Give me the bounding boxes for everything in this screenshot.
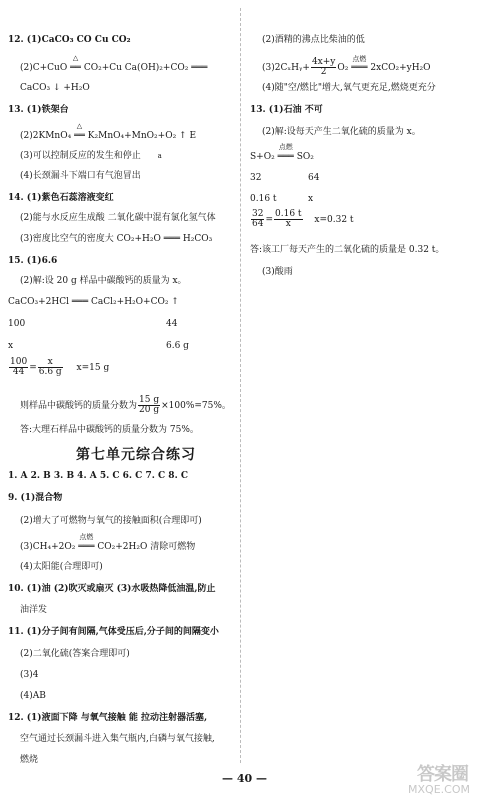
q9-line3 — [20, 533, 196, 553]
q9-eq-left: (3)CH₄+2O₂ — [20, 542, 76, 552]
rq13-frac1 — [251, 210, 264, 229]
frac-den: 64 — [252, 219, 264, 229]
frac-den: 44 — [12, 367, 25, 377]
q14-eq-right: H₂CO₃ — [182, 234, 213, 244]
q14-equals-bar: ═══ — [163, 234, 180, 244]
rq13-line1: 13. (1)石油 不可 — [250, 105, 323, 115]
frac-den: 6.6 g — [38, 367, 62, 377]
q9-condition: 点燃 ═══ — [78, 533, 95, 552]
q11-line3: (3)4 — [20, 670, 39, 680]
ignite-label: 点燃 — [278, 143, 293, 151]
page-number: — 40 — — [222, 772, 267, 785]
frac-num: 0.16 t — [275, 209, 302, 219]
q12b-line3: 燃烧 — [20, 755, 39, 765]
r-oxygen: O₂ — [337, 63, 349, 73]
q15-percent-result: ×100%=75%。 — [161, 401, 231, 411]
q14-eq-left: (3)密度比空气的密度大 CO₂+H₂O — [20, 234, 161, 244]
frac-num: 32 — [252, 209, 264, 219]
q15-frac1 — [9, 358, 28, 377]
q12-line2 — [20, 54, 208, 74]
q15-answer: 答:大理石样品中碳酸钙的质量分数为 75%。 — [20, 425, 199, 435]
frac-num: 15 g — [139, 395, 160, 405]
q15-line1: 15. (1)6.6 — [8, 256, 58, 266]
watermark-url: MXQE.COM — [408, 783, 470, 796]
rq13-condition: 点燃 ═══ — [277, 143, 294, 162]
q12-line3: CaCO₃ ↓ +H₂O — [20, 83, 90, 93]
q9-line2: (2)增大了可燃物与氧气的接触面积(合理即可) — [20, 516, 202, 526]
rq13-frac2 — [274, 210, 303, 229]
watermark-text: 答案圈 — [417, 764, 468, 785]
frac-den: 2 — [320, 67, 327, 77]
frac-den: 20 g — [139, 405, 160, 415]
q13-line2 — [20, 122, 197, 142]
rq13-line2: (2)解:设每天产生二氧化硫的质量为 x。 — [262, 127, 421, 137]
unit-title: 第七单元综合练习 — [76, 447, 196, 463]
q13-mark: a — [157, 152, 162, 160]
frac-num: 4x+y — [311, 57, 336, 67]
q15-frac3 — [138, 396, 160, 415]
rq13-eq-left: S+O₂ — [250, 152, 275, 162]
q13-line3 — [20, 150, 162, 162]
q12-eq-left: (2)C+CuO — [20, 63, 68, 73]
heat-symbol: △ — [76, 122, 83, 130]
r-line2 — [262, 55, 431, 77]
q12b-line2: 空气通过长颈漏斗进入集气瓶内,白磷与氧气接触, — [20, 734, 215, 744]
ignite-label: 点燃 — [352, 55, 367, 63]
q13-eq-right: K₂MnO₄+MnO₂+O₂ ↑ E — [87, 131, 197, 141]
rq13-answer: 答:该工厂每天产生的二氧化硫的质量是 0.32 t。 — [250, 245, 445, 255]
rq13-mass-b: 64 — [308, 173, 320, 183]
q9-line4: (4)太阳能(合理即可) — [20, 562, 103, 572]
frac-num: x — [38, 358, 63, 368]
q12b-line1: 12. (1)液面下降 与氧气接触 能 拉动注射器活塞, — [8, 713, 208, 723]
r-frac — [311, 58, 336, 77]
q15-mass-a: 100 — [8, 319, 26, 329]
q15-equation — [8, 296, 179, 308]
q12-condition: △ ══ — [70, 54, 81, 73]
ignite-label: 点燃 — [79, 533, 94, 541]
rq13-eq-right: SO₂ — [296, 152, 314, 162]
watermark-logo — [380, 760, 472, 796]
rq13-mass-a: 32 — [250, 173, 262, 183]
q9-eq-right: CO₂+2H₂O 清除可燃物 — [97, 542, 196, 552]
q13-line1: 13. (1)铁架台 — [8, 105, 69, 115]
rq13-equation — [250, 143, 314, 163]
rq13-unknown-a: 0.16 t — [250, 194, 277, 204]
r-eq-right: 2xCO₂+yH₂O — [370, 63, 431, 73]
q13-eq-left: (2)2KMnO₄ — [20, 131, 72, 141]
q12-equals-bar: ═══ — [191, 63, 208, 73]
rq13-line3: (3)酸雨 — [262, 267, 293, 277]
q15-frac2 — [38, 358, 63, 377]
q15-equals-bar: ═══ — [71, 297, 89, 307]
q15-unknown-b: 6.6 g — [166, 341, 189, 351]
q10-line1: 10. (1)油 (2)吹灭或扇灭 (3)水吸热降低油温,防止 — [8, 584, 216, 594]
q13-condition: △ ══ — [74, 122, 85, 141]
rq13-result: x=0.32 t — [314, 215, 354, 225]
q11-line2: (2)二氧化硫(答案合理即可) — [20, 649, 130, 659]
rq13-proportion: $\frac{32}{64}$ = $\frac{0.16 t}{x}$ x=0.32 t — [252, 209, 354, 229]
q15-eq-right: CaCl₂+H₂O+CO₂ ↑ — [91, 297, 179, 307]
q14-line1: 14. (1)紫色石蕊溶液变红 — [8, 193, 114, 203]
rq13-unknown-b: x — [308, 194, 314, 204]
mc-answers: 1. A 2. B 3. B 4. A 5. C 6. C 7. C 8. C — [8, 471, 188, 481]
r-condition: 点燃 ═══ — [351, 55, 368, 73]
q14-line2: (2)能与水反应生成酸 二氧化碳中混有氯化氢气体 — [20, 213, 216, 223]
r-line1: (2)酒精的沸点比柴油的低 — [262, 35, 365, 45]
r-eq-left: (3)2CₓHᵧ+ — [262, 63, 310, 73]
q15-result: x=15 g — [76, 363, 110, 373]
q15-mass-b: 44 — [166, 319, 178, 329]
q10-line2: 油洋发 — [20, 605, 48, 615]
q15-proportion: $\frac{100}{44}$ = $\frac{x}{6.6 g}$ x=15 g — [10, 357, 110, 377]
q12-eq-right: CO₂+Cu Ca(OH)₂+CO₂ — [83, 63, 189, 73]
q11-line1: 11. (1)分子间有间隔,气体受压后,分子间的间隔变小 — [8, 627, 219, 637]
q11-line4: (4)AB — [20, 691, 46, 701]
column-divider — [240, 8, 241, 763]
q12-line1: 12. (1)CaCO₃ CO Cu CO₂ — [8, 35, 131, 45]
q9-line1: 9. (1)混合物 — [8, 493, 63, 503]
q15-percent-text: 则样品中碳酸钙的质量分数为 — [20, 401, 138, 411]
r-line3: (4)随"空/燃比"增大,氧气更充足,燃烧更充分 — [262, 83, 436, 93]
heat-symbol: △ — [72, 54, 79, 62]
q15-eq-left: CaCO₃+2HCl — [8, 297, 70, 307]
q15-unknown-a: x — [8, 341, 14, 351]
q15-percentage — [20, 396, 231, 415]
q13-answer3: (3)可以控制反应的发生和停止 — [20, 151, 141, 161]
frac-den: x — [285, 219, 291, 229]
q13-line4: (4)长颈漏斗下端口有气泡冒出 — [20, 171, 141, 181]
frac-num: 100 — [10, 357, 28, 367]
q15-line2: (2)解:设 20 g 样品中碳酸钙的质量为 x。 — [20, 276, 187, 286]
q14-line3 — [20, 233, 212, 245]
